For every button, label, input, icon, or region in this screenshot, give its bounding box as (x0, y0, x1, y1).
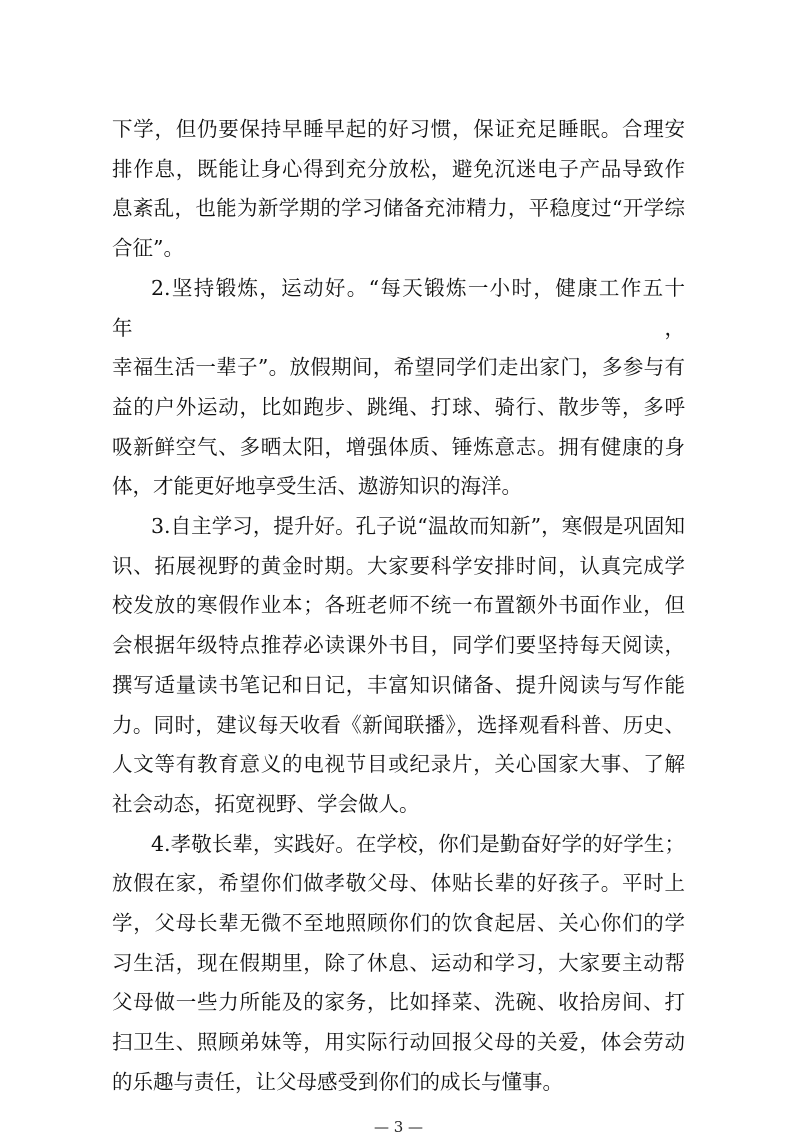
text-line: 人文等有教育意义的电视节目或纪录片，关心国家大事、了解 (112, 752, 685, 777)
text-line: 识、拓展视野的黄金时期。大家要科学安排时间，认真完成学 (112, 553, 685, 578)
text-line: 力。同时，建议每天收看《新闻联播》，选择观看科普、历史、 (112, 712, 685, 737)
text-line: 习生活，现在假期里，除了休息、运动和学习，大家要主动帮 (112, 950, 685, 975)
text-line: 排作息，既能让身心得到充分放松，避免沉迷电子产品导致作 (112, 156, 685, 181)
text-line: 吸新鲜空气、多晒太阳，增强体质、锤炼意志。拥有健康的身 (112, 434, 685, 459)
text-line: 益的户外运动，比如跑步、跳绳、打球、骑行、散步等，多呼 (112, 394, 685, 419)
text-line: 下学，但仍要保持早睡早起的好习惯，保证充足睡眠。合理安 (112, 117, 685, 141)
paragraph (112, 507, 685, 825)
text-line: 息紊乱，也能为新学期的学习储备充沛精力，平稳度过“开学综 (112, 196, 685, 221)
text-line: 合征”。 (112, 236, 184, 261)
page-number: — 3 — (373, 1117, 424, 1136)
text-line: 学，父母长辈无微不至地照顾你们的饮食起居、关心你们的学 (112, 911, 685, 936)
text-line: 会根据年级特点推荐必读课外书目，同学们要坚持每天阅读， (112, 633, 685, 658)
text-line: 放假在家，希望你们做孝敬父母、体贴长辈的好孩子。平时上 (112, 871, 685, 896)
text-line: 2.坚持锻炼，运动好。“每天锻炼一小时，健康工作五十年， (112, 275, 685, 340)
text-line: 3.自主学习，提升好。孔子说“温故而知新”，寒假是巩固知 (151, 514, 685, 539)
paragraph (112, 269, 685, 507)
text-line: 校发放的寒假作业本；各班老师不统一布置额外书面作业，但 (112, 593, 685, 618)
text-line: 父母做一些力所能及的家务，比如择菜、洗碗、收拾房间、打 (112, 990, 685, 1015)
text-line: 4.孝敬长辈，实践好。在学校，你们是勤奋好学的好学生； (151, 831, 685, 856)
text-line: 扫卫生、照顾弟妹等，用实际行动回报父母的关爱，体会劳动 (112, 1030, 685, 1055)
paragraph (112, 110, 685, 269)
text-line: 的乐趣与责任，让父母感受到你们的成长与懂事。 (112, 1069, 563, 1094)
paragraph (112, 825, 685, 1103)
document-body (112, 110, 685, 1103)
text-line: 社会动态，拓宽视野、学会做人。 (112, 791, 420, 816)
text-line: 幸福生活一辈子”。放假期间，希望同学们走出家门，多参与有 (112, 355, 685, 380)
text-line: 体，才能更好地享受生活、遨游知识的海洋。 (112, 474, 522, 499)
text-line: 撰写适量读书笔记和日记，丰富知识储备、提升阅读与写作能 (112, 672, 685, 697)
